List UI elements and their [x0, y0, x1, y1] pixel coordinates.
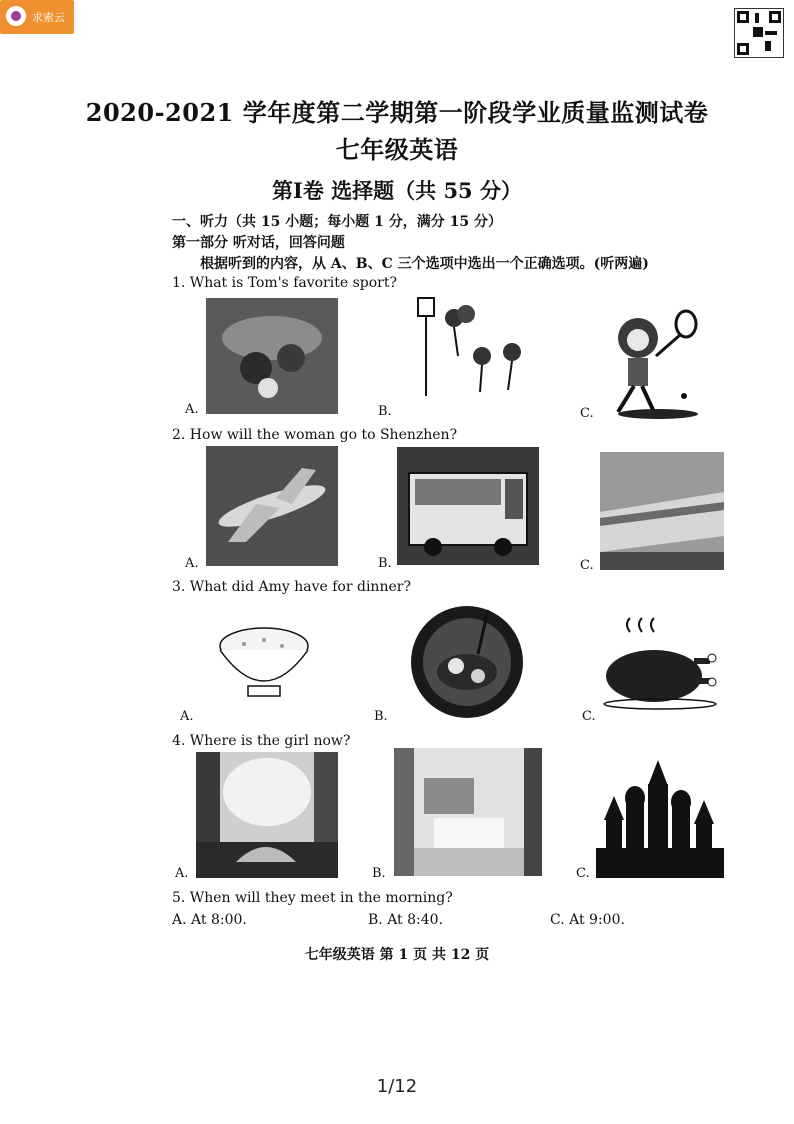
- instruction: 根据听到的内容，从 A、B、C 三个选项中选出一个正确选项。(听两遍): [200, 256, 649, 272]
- football-photo-icon: [206, 298, 338, 414]
- train-icon: [600, 452, 724, 570]
- logo-text: 求索云: [32, 11, 65, 24]
- page-footer: 七年级英语 第 1 页 共 12 页: [304, 947, 490, 963]
- q5-option-a: A. At 8:00.: [172, 912, 247, 928]
- q2-option-c: C.: [580, 558, 594, 573]
- salad-bowl-icon: [408, 604, 526, 720]
- subsection-heading: 第一部分 听对话，回答问题: [172, 235, 345, 251]
- q3-option-b: B.: [374, 709, 388, 724]
- q2-option-b: B.: [378, 556, 392, 571]
- cathedral-icon: [596, 760, 724, 878]
- q2-option-a: A.: [185, 556, 199, 571]
- q5-option-b: B. At 8:40.: [368, 912, 444, 928]
- landmark-photo-icon: [394, 748, 542, 876]
- exam-title: 2020-2021 学年度第二学期第一阶段学业质量监测试卷: [85, 98, 709, 127]
- exam-subtitle: 七年级英语: [335, 135, 459, 164]
- roast-chicken-icon: [602, 614, 718, 710]
- q3-option-a: A.: [180, 709, 194, 724]
- page-indicator: 1/12: [376, 1076, 418, 1097]
- airplane-icon: [206, 446, 338, 566]
- brand-logo: [0, 0, 74, 34]
- qr-code-icon: [734, 8, 784, 58]
- q5-option-c: C. At 9:00.: [550, 912, 625, 928]
- q1-option-b: B.: [378, 404, 392, 419]
- bus-icon: [397, 447, 539, 565]
- city-photo-icon: [196, 752, 338, 878]
- tennis-player-icon: [598, 308, 708, 422]
- question-2: 2. How will the woman go to Shenzhen?: [172, 427, 458, 443]
- q1-option-a: A.: [185, 402, 199, 417]
- part-heading: 第I卷 选择题（共 55 分）: [272, 178, 522, 203]
- question-3: 3. What did Amy have for dinner?: [172, 579, 411, 595]
- logo-icon: [6, 6, 26, 26]
- question-5: 5. When will they meet in the morning?: [172, 890, 453, 906]
- rice-bowl-icon: [214, 620, 314, 704]
- q4-option-c: C.: [576, 866, 590, 881]
- q4-option-a: A.: [175, 866, 189, 881]
- section-heading: 一、听力（共 15 小题；每小题 1 分，满分 15 分）: [172, 214, 502, 230]
- question-1: 1. What is Tom's favorite sport?: [172, 275, 397, 291]
- q1-option-c: C.: [580, 406, 594, 421]
- q4-option-b: B.: [372, 866, 386, 881]
- question-4: 4. Where is the girl now?: [172, 733, 351, 749]
- basketball-players-icon: [408, 296, 528, 400]
- q3-option-c: C.: [582, 709, 596, 724]
